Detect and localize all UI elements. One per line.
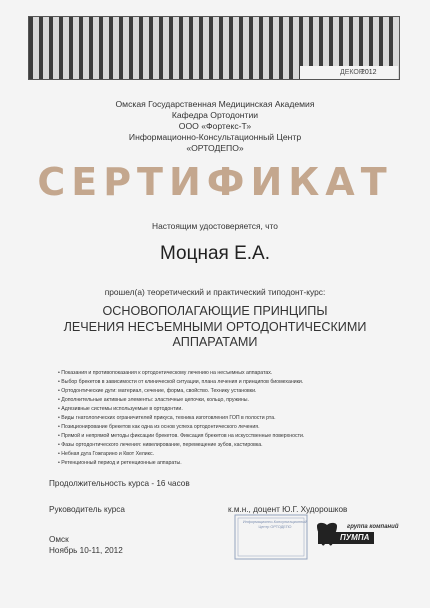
recipient-name: Моцная Е.А. xyxy=(159,243,271,264)
org-line: Кафедра Ортодонтии xyxy=(171,110,259,120)
certificate-title: СЕРТИФИКАТ xyxy=(37,160,393,204)
course-duration: Продолжительность курса - 16 часов xyxy=(49,479,190,488)
confirm-text: Настоящим удостоверяется, что xyxy=(152,221,278,231)
topic-item: • Позиционирование брекетов как одна из основ успеха ортодонтического лечения. xyxy=(58,424,260,431)
topic-item: • Прямой и непрямой методы фиксации брекетов. Фиксация брекетов на искусственные поверхности. xyxy=(58,433,305,440)
org-line: Омская Государственная Медицинская Академия xyxy=(115,99,315,109)
topic-item: • Дополнительные активные элементы: эластичные цепочки, кольцо, пружины. xyxy=(58,397,249,404)
organizers-block xyxy=(100,99,330,154)
topics-list xyxy=(58,369,388,469)
topic-item: • Небная дуга Гожгарино и Квот Хеликс. xyxy=(58,451,155,458)
logo-caption: группа компаний xyxy=(347,524,399,530)
org-line: ООО «Фортекс-Т» xyxy=(178,121,252,131)
topic-item: • Выбор брекетов в зависимости от клинической ситуации, плана лечения и принципов биомеханики. xyxy=(58,379,304,386)
band-year: 2012 xyxy=(361,69,377,76)
logo-name: ПУМПА xyxy=(340,533,370,542)
course-line: АППАРАТАМИ xyxy=(172,335,258,349)
org-line: Информационно-Консультационный Центр «ОРТОДЕПО» xyxy=(128,132,302,153)
topic-item: • Ретенционный период и ретенционные аппараты. xyxy=(58,460,182,467)
topic-item: • Виды гнатологических ограничителей прикуса, техника изготовления ГОП в полости рта. xyxy=(58,415,276,422)
topic-item: • Показания и противопоказания к ортодонтическому лечению на несъемных аппаратах. xyxy=(58,370,273,376)
passed-text: прошел(а) теоретический и практический типодонт-курс: xyxy=(104,287,326,297)
topic-item: • Адгезивные системы используемые в ортодонтии. xyxy=(58,406,183,413)
band-label: ДЕКОР xyxy=(340,69,364,76)
course-title xyxy=(40,304,390,351)
city: Омск xyxy=(49,535,69,544)
course-line: ЛЕЧЕНИЯ НЕСЪЕМНЫМИ ОРТОДОНТИЧЕСКИМИ xyxy=(63,319,367,334)
topic-item: • Фазы ортодонтического лечения: нивелирование, перемещение зубов, кастировка. xyxy=(58,442,263,449)
course-dates: Ноябрь 10-11, 2012 xyxy=(49,546,123,555)
topic-item: • Ортодонтические дуги: материал, сечение, форма, свойство. Технику установки. xyxy=(58,388,257,395)
course-head-name: к.м.н., доцент Ю.Г. Худорошков xyxy=(228,505,348,514)
course-line: ОСНОВОПОЛАГАЮЩИЕ ПРИНЦИПЫ xyxy=(102,304,328,318)
course-head-label: Руководитель курса xyxy=(49,505,125,514)
stamp-text: Информационно-Консультационный Центр ОРТОДЕПО xyxy=(242,520,308,529)
